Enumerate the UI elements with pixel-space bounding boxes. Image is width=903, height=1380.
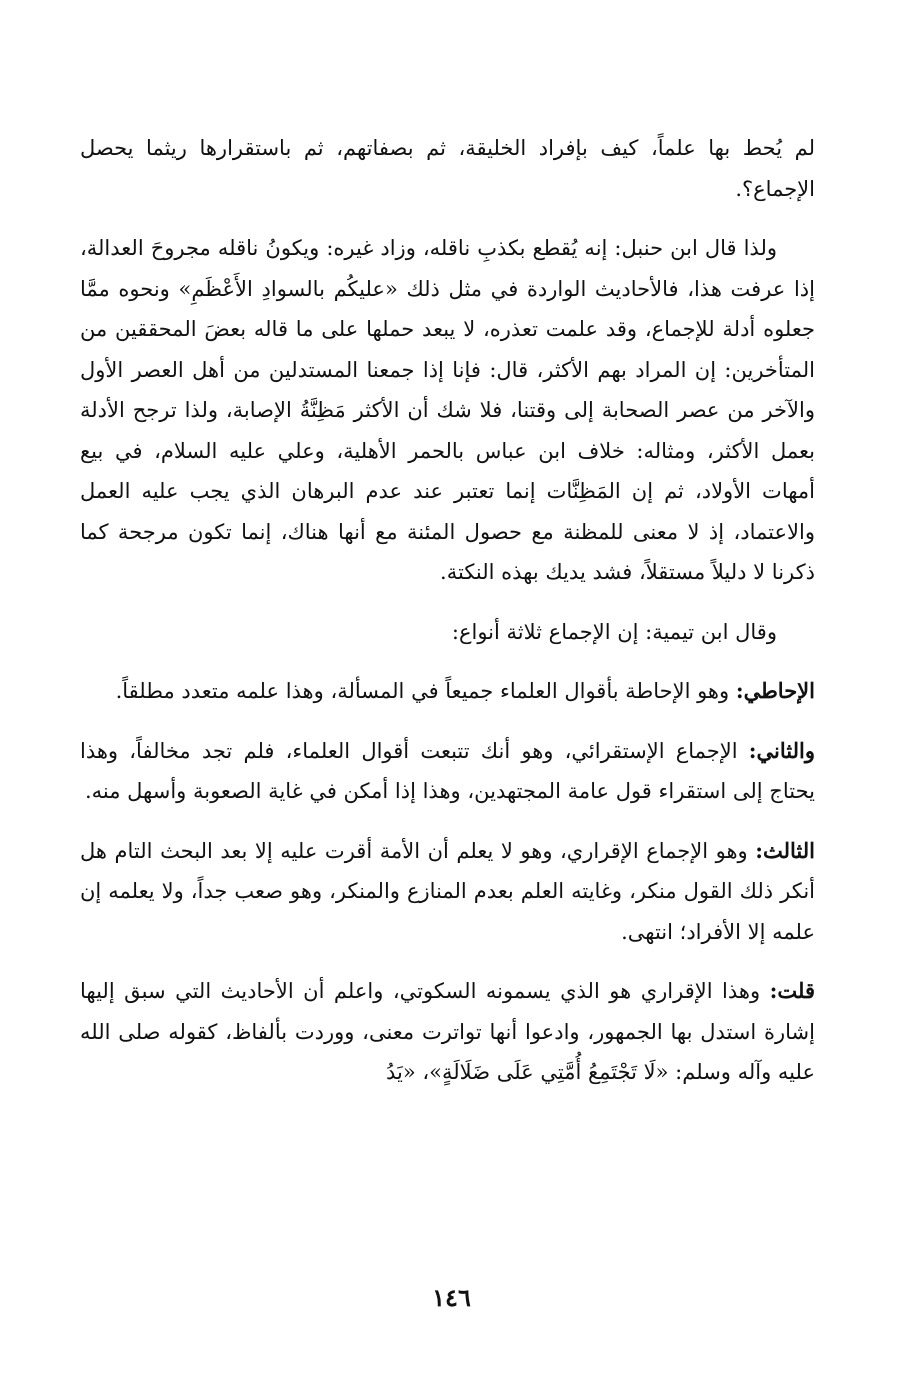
paragraph-text: الإجماع الإستقرائي، وهو أنك تتبعت أقوال العلماء، فلم تجد مخالفاً، وهذا يحتاج إلى استقراء قول عامة المجتهدين، وهذا إذا أمكن في غاية الصعوبة وأسهل منه. bbox=[80, 738, 815, 803]
paragraph-1 bbox=[80, 128, 815, 209]
paragraph-lead: الثالث: bbox=[755, 837, 815, 863]
paragraph-3 bbox=[80, 612, 815, 653]
paragraph-lead: والثاني: bbox=[748, 737, 815, 763]
paragraph-text: لم يُحط بها علماً، كيف بإفراد الخليقة، ثم بصفاتهم، ثم باستقرارها ريثما يحصل الإجماع؟. bbox=[80, 136, 815, 201]
paragraph-text: وهذا الإقراري هو الذي يسمونه السكوتي، واعلم أن الأحاديث التي سبق إليها إشارة استدل بها الجمهور، وادعوا أنها تواترت معنى، ووردت بألفاظ، كقوله صلى الله عليه وآله وسلم: «لَا تَجْتَمِعُ أُمَّتِي عَلَى ضَلَالَةٍ»، «يَدُ bbox=[80, 979, 815, 1084]
paragraph-2 bbox=[80, 228, 815, 593]
paragraph-text: وهو الإجماع الإقراري، وهو لا يعلم أن الأمة أقرت عليه إلا بعد البحث التام هل أنكر ذلك القول منكر، وغايته العلم بعدم المنازع والمنكر، وهو صعب جداً، ولا يعلمه إن علمه إلا الأفراد؛ انتهى. bbox=[80, 838, 815, 944]
paragraph-4 bbox=[80, 671, 815, 712]
paragraph-6 bbox=[80, 831, 815, 953]
paragraph-5 bbox=[80, 731, 815, 812]
paragraph-lead: قلت: bbox=[769, 978, 815, 1003]
paragraph-text: وقال ابن تيمية: إن الإجماع ثلاثة أنواع: bbox=[451, 619, 777, 644]
paragraph-lead: الإحاطي: bbox=[735, 678, 815, 703]
page-body bbox=[80, 128, 815, 1093]
paragraph-text: ولذا قال ابن حنبل: إنه يُقطع بكذبِ ناقله، وزاد غيره: ويكونُ ناقله مجروحَ العدالة، إذا عرفت هذا، فالأحاديث الواردة في مثل ذلك «عليكُم بالسوادِ الأَعْظَمِ» ونحوه ممَّا جعلوه أدلة للإجماع، وقد علمت تعذره، لا يبعد حملها على ما قاله بعضَ المحققين من المتأخرين: إن المراد بهم الأكثر، قال: فإنا إذا جمعنا المستدلين من أهل العصر الأول والآخر من عصر الصحابة إلى وقتنا، فلا شك أن الأكثر مَظِنَّةُ الإصابة، ولذا ترجح الأدلة بعمل الأكثر، ومثاله: خلاف ابن عباس بالحمر الأهلية، وعلي عليه السلام، في بيع أمهات الأولاد، ثم إن المَظِنَّات إنما تعتبر عند عدم البرهان الذي يجب عليه العمل والاعتماد، إذ لا معنى للمظنة مع حصول المئنة مع أنها هناك، إنما تكون مرجحة كما ذكرنا لا دليلاً مستقلاً، فشد يديك بهذه النكتة. bbox=[80, 236, 815, 584]
page-number: ١٤٦ bbox=[432, 1283, 471, 1312]
paragraph-7 bbox=[80, 971, 815, 1093]
paragraph-text: وهو الإحاطة بأقوال العلماء جميعاً في المسألة، وهذا علمه متعدد مطلقاً. bbox=[115, 679, 736, 703]
